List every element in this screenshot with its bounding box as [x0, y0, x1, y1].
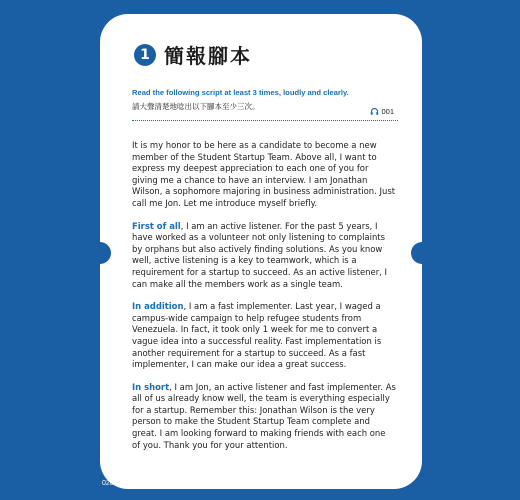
card-notch-left	[89, 242, 111, 264]
audio-track-label[interactable]	[370, 107, 394, 116]
paragraph-second	[132, 301, 396, 371]
paragraph-conclusion	[132, 382, 396, 452]
paragraph-lead: In short	[132, 381, 170, 392]
paragraph-lead: First of all	[132, 220, 181, 231]
section-heading	[134, 40, 252, 69]
page-number: 020	[102, 480, 114, 487]
paragraph-text: , I am a fast implementer. Last year, I waged a campus-wide campaign to help refugee students from Venezuela. In fact, it took only 1 week for me to convert a vague idea into a successful reality. Fast implementation is another requirement for a startup to succeed. As a fast implementer, I can make our idea a great success.	[132, 301, 382, 370]
paragraph-lead: In addition	[132, 301, 184, 312]
card-notch-right	[411, 242, 433, 264]
paragraph-intro	[132, 140, 396, 210]
paragraph-text: , I am Jon, an active listener and fast implementer. As all of us already know well, the team is everything especially for a startup. Remember this: Jonathan Wilson is the very person to make the Student Startup Team complete and great. I am looking forward to making friends with each one of you. Thank you for your attention.	[132, 381, 396, 450]
headphones-icon	[370, 107, 379, 116]
dotted-divider	[132, 120, 398, 121]
paragraph-first	[132, 221, 396, 291]
script-body	[132, 140, 396, 462]
instruction-chinese: 請大聲清楚地唸出以下腳本至少三次。	[132, 102, 260, 111]
section-title: 簡報腳本	[164, 44, 252, 68]
paragraph-text: , I am an active listener. For the past 5 years, I have worked as a volunteer not only listening to complaints by orphans but also actively finding solutions. As you know well, active listening is a key to teamwork, which is a requirement for a startup to succeed. As an active listener, I can make all the members work as a single team.	[132, 220, 388, 289]
audio-track-number: 001	[381, 107, 394, 116]
paragraph-text: It is my honor to be here as a candidate to become a new member of the Student Startup Team. Above all, I want to express my deepest appreciation to each one of you for giving me a chance to have an interview. I am Jonathan Wilson, a sophomore majoring in business administration. Just call me Jon. Let me introduce myself briefly.	[132, 140, 396, 208]
section-number-badge: 1	[134, 44, 156, 66]
instruction-english: Read the following script at least 3 times, loudly and clearly.	[132, 88, 349, 97]
